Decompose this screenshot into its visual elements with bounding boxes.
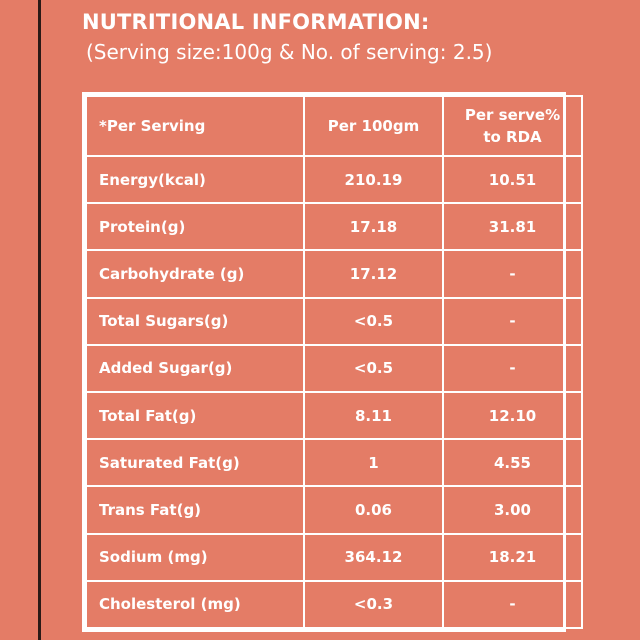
column-header-rda-line2: to RDA xyxy=(483,128,542,146)
per-100gm-value: <0.5 xyxy=(304,345,443,392)
nutrient-name: Protein(g) xyxy=(86,203,304,250)
left-divider-line xyxy=(38,0,41,640)
rda-value: 10.51 xyxy=(443,156,582,203)
per-100gm-value: 1 xyxy=(304,439,443,486)
rda-value: - xyxy=(443,581,582,628)
per-100gm-value: <0.5 xyxy=(304,298,443,345)
table-row xyxy=(86,581,582,628)
rda-value: - xyxy=(443,250,582,297)
table-row xyxy=(86,392,582,439)
per-100gm-value: <0.3 xyxy=(304,581,443,628)
nutrition-table xyxy=(82,92,566,632)
per-100gm-value: 0.06 xyxy=(304,486,443,533)
rda-value: 4.55 xyxy=(443,439,582,486)
table-row xyxy=(86,439,582,486)
nutrient-name: Trans Fat(g) xyxy=(86,486,304,533)
page-title: NUTRITIONAL INFORMATION: xyxy=(82,10,430,34)
per-100gm-value: 364.12 xyxy=(304,534,443,581)
nutrient-name: Energy(kcal) xyxy=(86,156,304,203)
rda-value: 31.81 xyxy=(443,203,582,250)
nutrient-name: Sodium (mg) xyxy=(86,534,304,581)
rda-value: 18.21 xyxy=(443,534,582,581)
rda-value: - xyxy=(443,298,582,345)
nutrient-name: Cholesterol (mg) xyxy=(86,581,304,628)
table-row xyxy=(86,534,582,581)
table-row xyxy=(86,156,582,203)
nutrient-name: Added Sugar(g) xyxy=(86,345,304,392)
nutrient-name: Total Fat(g) xyxy=(86,392,304,439)
rda-value: 12.10 xyxy=(443,392,582,439)
column-header-rda-line1: Per serve% xyxy=(464,106,561,124)
rda-value: - xyxy=(443,345,582,392)
per-100gm-value: 17.12 xyxy=(304,250,443,297)
table-header-row xyxy=(86,96,582,156)
table-row xyxy=(86,345,582,392)
table-row xyxy=(86,203,582,250)
table-row xyxy=(86,250,582,297)
column-header-per-100gm: Per 100gm xyxy=(304,96,443,156)
column-header-rda xyxy=(443,96,582,156)
per-100gm-value: 8.11 xyxy=(304,392,443,439)
nutrient-name: Total Sugars(g) xyxy=(86,298,304,345)
nutrient-name: Saturated Fat(g) xyxy=(86,439,304,486)
column-header-per-serving: *Per Serving xyxy=(86,96,304,156)
per-100gm-value: 210.19 xyxy=(304,156,443,203)
rda-value: 3.00 xyxy=(443,486,582,533)
table-row xyxy=(86,298,582,345)
table-row xyxy=(86,486,582,533)
nutrient-name: Carbohydrate (g) xyxy=(86,250,304,297)
per-100gm-value: 17.18 xyxy=(304,203,443,250)
serving-info: (Serving size:100g & No. of serving: 2.5) xyxy=(86,40,493,64)
